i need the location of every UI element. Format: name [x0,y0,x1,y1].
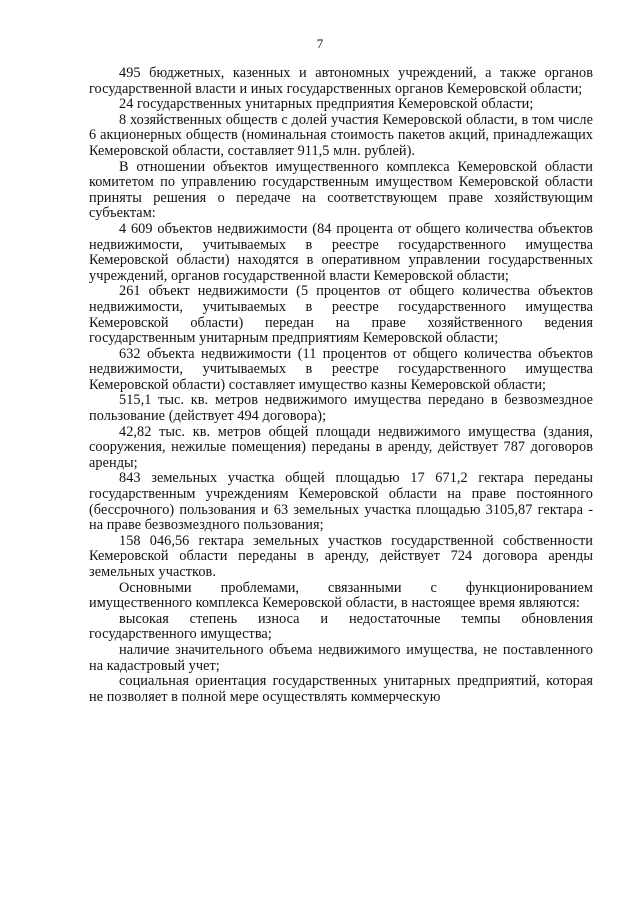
paragraph: 4 609 объектов недвижимости (84 процента от общего количества объектов недвижимости, учитываемых в реестре государственного имущества Кемеровской области) находятся в оперативном управлении государственных учреждений, органов государственной власти Кемеровской области; [89,220,593,284]
paragraph: 8 хозяйственных обществ с долей участия Кемеровской области, в том числе 6 акционерных обществ (номинальная стоимость пакетов акций, принадлежащих Кемеровской области, составляет 911,5 млн. рублей). [89,111,593,159]
paragraph: социальная ориентация государственных унитарных предприятий, которая не позволяет в полной мере осуществлять коммерческую [89,673,593,705]
document-body [89,66,593,705]
paragraph: наличие значительного объема недвижимого имущества, не поставленного на кадастровый учет; [89,641,593,674]
paragraph: 515,1 тыс. кв. метров недвижимого имущества передано в безвозмездное пользование (действует 494 договора); [89,392,593,425]
paragraph: В отношении объектов имущественного комплекса Кемеровской области комитетом по управлению государственным имуществом Кемеровской области приняты решения о передаче на соответствующем праве хозяйствующим субъектам: [89,158,593,222]
paragraph: 24 государственных унитарных предприятия Кемеровской области; [119,96,534,113]
page-number: 7 [316,36,324,51]
paragraph: 158 046,56 гектара земельных участков государственной собственности Кемеровской области переданы в аренду, действует 724 договора аренды земельных участков. [89,532,593,580]
paragraph: 42,82 тыс. кв. метров общей площади недвижимого имущества (здания, сооружения, нежилые помещения) переданы в аренду, действует 787 договоров аренды; [89,423,593,471]
paragraph: 843 земельных участка общей площадью 17 671,2 гектара переданы государственным учреждениям Кемеровской области на праве постоянного (бессрочного) пользования и 63 земельных участка площадью 3105,87 гектара - на праве безвозмездного пользования; [89,470,593,534]
paragraph: 495 бюджетных, казенных и автономных учреждений, а также органов государственной власти и иных государственных органов Кемеровской области; [89,65,593,97]
paragraph: 632 объекта недвижимости (11 процентов от общего количества объектов недвижимости, учитываемых в реестре государственного имущества Кемеровской области) составляет имущество казны Кемеровской области; [89,345,593,393]
paragraph: 261 объект недвижимости (5 процентов от общего количества объектов недвижимости, учитываемых в реестре государственного имущества Кемеровской области) передан на праве хозяйственного ведения государственным унитарным предприятиям Кемеровской области; [89,283,593,347]
paragraph: высокая степень износа и недостаточные темпы обновления государственного имущества; [89,610,593,643]
paragraph: Основными проблемами, связанными с функционированием имущественного комплекса Кемеровской области, в настоящее время являются: [89,579,593,612]
